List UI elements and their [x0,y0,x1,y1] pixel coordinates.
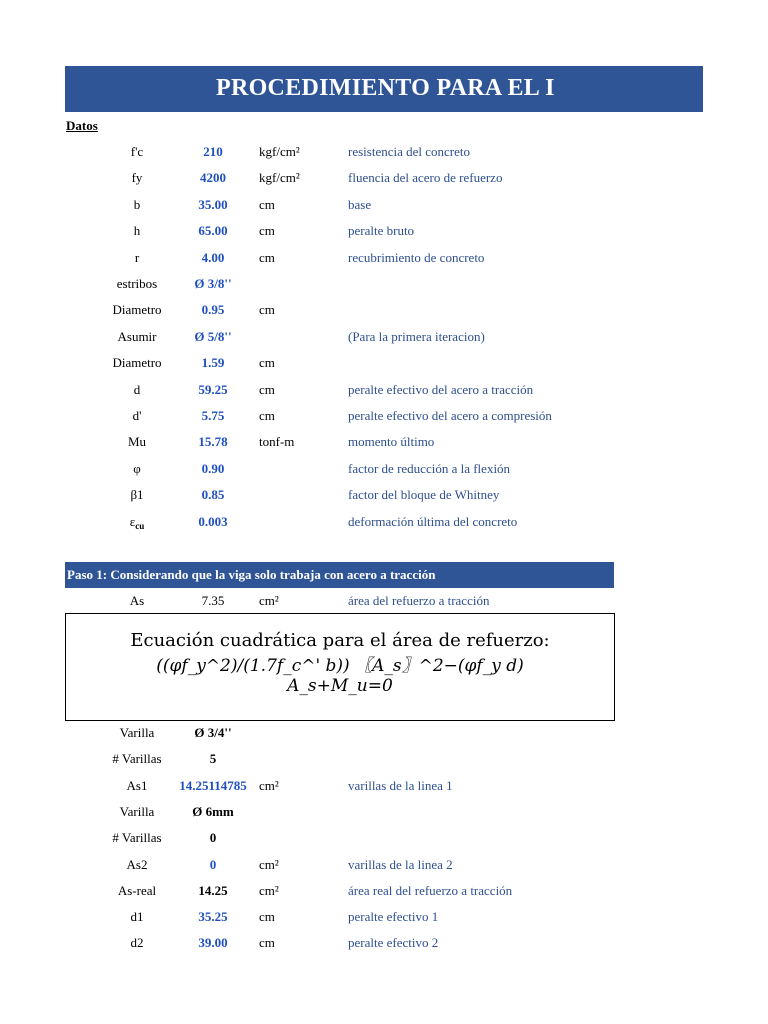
data-row [0,197,768,217]
equation-line-2: A_s+M_u=0 [287,676,393,696]
row-unit: kgf/cm² [259,170,300,186]
row-label: Varilla [119,803,155,819]
row-description: área real del refuerzo a tracción [348,882,513,898]
row-value: Ø 3/8'' [194,276,232,291]
row-unit: cm [259,196,275,212]
row-description: factor del bloque de Whitney [348,487,500,503]
row-value: 0.90 [201,460,225,476]
row-value: 210 [203,144,223,159]
row-description: peralte efectivo 1 [348,909,439,925]
as-label: As [129,593,145,608]
data-row [0,778,768,798]
equation-title: Ecuación cuadrática para el área de refuerzo: [130,630,550,651]
data-row [0,434,768,454]
title-banner [65,66,703,112]
row-label: Asumir [117,328,157,344]
data-row [0,751,768,771]
as-desc: área del refuerzo a tracción [348,593,490,608]
data-row [0,830,768,850]
row-label: Diametro [112,355,162,371]
row-unit: tonf-m [259,434,295,450]
equation-line-1: ((φf_y^2)/(1.7f_c^' b)) 〖A_s〗^2−(φf_y d) [156,656,524,676]
row-description: resistencia del concreto [348,144,470,159]
data-row [0,144,768,164]
row-unit: cm [259,381,275,397]
row-value: 15.78 [198,434,228,450]
row-label: estribos [116,276,158,291]
row-value: Ø 3/4'' [194,725,232,740]
data-row [0,909,768,929]
data-row [0,857,768,877]
row-label: φ [133,460,141,476]
row-label: fy [131,170,143,186]
row-description: base [348,196,372,212]
data-row [0,461,768,481]
row-value: 0.95 [201,302,225,318]
data-row [0,223,768,243]
row-label: f'c [130,144,144,159]
data-row [0,382,768,402]
row-unit: cm [259,302,275,318]
row-value: 1.59 [201,355,225,371]
as-unit: cm² [259,593,279,608]
as-value: 7.35 [201,593,225,608]
row-value: 5 [209,751,217,767]
row-label: β1 [130,487,144,503]
row-value: 0.85 [201,487,225,503]
row-value: Ø 5/8'' [194,328,232,344]
row-description: (Para la primera iteracion) [348,328,485,344]
data-row [0,170,768,190]
row-value: 65.00 [198,223,228,239]
row-value: 0 [209,830,217,846]
row-label: Varilla [119,725,155,740]
row-label: As-real [117,882,157,898]
data-row [0,935,768,955]
page-title: PROCEDIMIENTO PARA EL I [216,75,555,101]
row-label: d [133,381,141,397]
row-description: peralte efectivo 2 [348,935,439,951]
datos-heading: Datos [66,118,98,133]
row-unit: cm [259,909,275,925]
data-row [0,804,768,824]
row-value: Ø 6mm [192,803,234,819]
row-value: 59.25 [198,381,228,397]
row-label: d1 [130,909,144,925]
row-label: r [134,249,140,265]
row-label: As1 [126,777,148,793]
as-row [0,593,768,613]
row-unit: cm [259,408,275,423]
row-label: $\varepsilon_{cu}$ [129,513,145,531]
row-unit: kgf/cm² [259,144,300,159]
data-row [0,250,768,270]
row-value: 35.25 [198,909,228,925]
row-value: 14.25114785 [179,777,247,793]
row-label: Diametro [112,302,162,318]
row-unit: cm² [259,882,279,898]
row-unit: cm [259,355,275,371]
row-value: 14.25 [198,882,228,898]
paso1-title: Paso 1: Considerando que la viga solo trabaja con acero a tracción [67,567,436,582]
row-description: factor de reducción a la flexión [348,460,511,476]
row-value: 4.00 [201,249,225,265]
row-description: momento último [348,434,435,450]
row-value: 0 [209,856,217,872]
row-label: h [133,223,141,239]
row-label: b [133,196,141,212]
row-description: varillas de la linea 2 [348,856,453,872]
data-row [0,725,768,745]
row-value: 0.003 [198,513,228,529]
row-description: varillas de la linea 1 [348,777,453,793]
data-row [0,514,768,534]
row-description: fluencia del acero de refuerzo [348,170,503,186]
row-unit: cm [259,249,275,265]
row-value: 4200 [200,170,226,186]
data-row [0,408,768,428]
row-label-subscript: cu [135,520,145,531]
row-description: peralte efectivo del acero a tracción [348,381,534,397]
data-row [0,329,768,349]
row-label: d' [132,408,142,423]
equation-box [65,613,615,721]
row-label: # Varillas [112,751,162,767]
row-description: peralte bruto [348,223,415,239]
data-row [0,276,768,296]
row-description: deformación última del concreto [348,513,518,529]
row-unit: cm [259,223,275,239]
row-value: 35.00 [198,196,228,212]
row-description: peralte efectivo del acero a compresión [348,408,552,423]
row-description: recubrimiento de concreto [348,249,485,265]
data-row [0,302,768,322]
row-label: d2 [130,935,144,951]
row-label: As2 [126,856,148,872]
row-unit: cm² [259,856,279,872]
row-value: 5.75 [201,408,225,423]
data-row [0,487,768,507]
row-value: 39.00 [198,935,228,951]
row-unit: cm² [259,777,279,793]
paso1-header [65,562,614,588]
row-label: # Varillas [112,830,162,846]
row-unit: cm [259,935,275,951]
data-row [0,883,768,903]
data-row [0,355,768,375]
row-label: Mu [127,434,147,450]
